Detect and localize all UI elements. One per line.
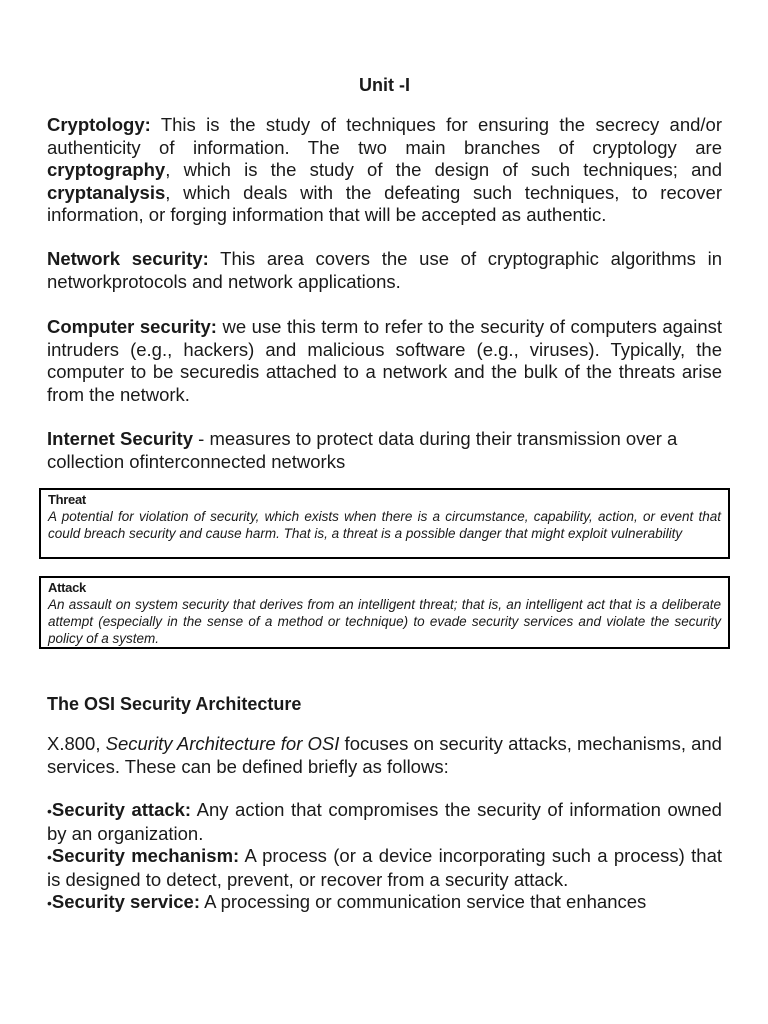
security-mechanism-text: A process (or a device incorporating such a process) that is designed to detect, prevent, or recover from a security attack. xyxy=(47,845,722,890)
bullet-icon: • xyxy=(47,803,52,819)
computer-security-term: Computer security: xyxy=(47,316,217,337)
security-attack-term: Security attack: xyxy=(51,799,192,820)
internet-security-term: Internet Security xyxy=(47,428,193,449)
list-item xyxy=(47,891,722,915)
network-security-text: This area covers the use of cryptographic algorithms in networkprotocols and network applications. xyxy=(47,248,723,292)
osi-intro-suffix: focuses on security attacks, mechanisms, and services. These can be defined briefly as follows: xyxy=(47,733,722,777)
security-attack-text: Any action that compromises the security of information owned by an organization. xyxy=(47,799,722,844)
bullet-icon: • xyxy=(47,849,52,865)
osi-intro-paragraph xyxy=(47,733,722,778)
threat-box-text: A potential for violation of security, which exists when there is a circumstance, capability, action, or event that could breach security and cause harm. That is, a threat is a possible danger that might exploit vulnerability xyxy=(48,509,721,541)
osi-intro-italic: Security Architecture for OSI xyxy=(105,733,340,754)
security-service-term: Security service: xyxy=(51,891,200,912)
security-service-text: A processing or communication service that enhances xyxy=(200,891,647,912)
list-item xyxy=(47,799,722,845)
cryptology-paragraph xyxy=(47,114,722,227)
computer-security-paragraph xyxy=(47,316,722,406)
cryptology-text-3: , which deals with the defeating such techniques, to recover information, or forging information that will be accepted as authentic. xyxy=(47,181,722,225)
internet-security-paragraph xyxy=(47,428,722,473)
internet-security-text: - measures to protect data during their transmission over a collection ofinterconnected networks xyxy=(47,428,678,472)
cryptology-text-1: This is the study of techniques for ensuring the secrecy and/or authenticity of information. The two main branches of cryptology are xyxy=(47,114,722,158)
cryptanalysis-term: cryptanalysis xyxy=(47,181,166,203)
attack-box-text: An assault on system security that derives from an intelligent threat; that is, an intelligent act that is a deliberate attempt (especially in the sense of a method or technique) to evade security services and violate the security policy of a system. xyxy=(48,597,721,646)
threat-box-title: Threat xyxy=(48,492,86,507)
cryptography-term: cryptography xyxy=(47,159,166,180)
computer-security-text: we use this term to refer to the security of computers against intruders (e.g., hackers) and malicious software (e.g., viruses). Typically, the computer to be securedis attached to a network and the bulk of the threats arise from the network. xyxy=(47,316,723,405)
osi-intro-prefix: X.800, xyxy=(47,733,106,754)
threat-definition-box xyxy=(39,488,730,559)
unit-title: Unit -I xyxy=(359,75,410,95)
security-mechanism-term: Security mechanism: xyxy=(51,845,240,866)
attack-definition-box xyxy=(39,576,730,649)
definitions-list xyxy=(47,799,722,915)
osi-section-heading: The OSI Security Architecture xyxy=(47,694,302,714)
list-item xyxy=(47,845,722,891)
network-security-paragraph xyxy=(47,248,722,293)
network-security-term: Network security: xyxy=(47,248,209,269)
cryptology-text-2: , which is the study of the design of such techniques; and xyxy=(165,159,722,180)
attack-box-title: Attack xyxy=(48,580,86,595)
cryptology-term: Cryptology: xyxy=(47,114,151,135)
bullet-icon: • xyxy=(47,895,52,911)
